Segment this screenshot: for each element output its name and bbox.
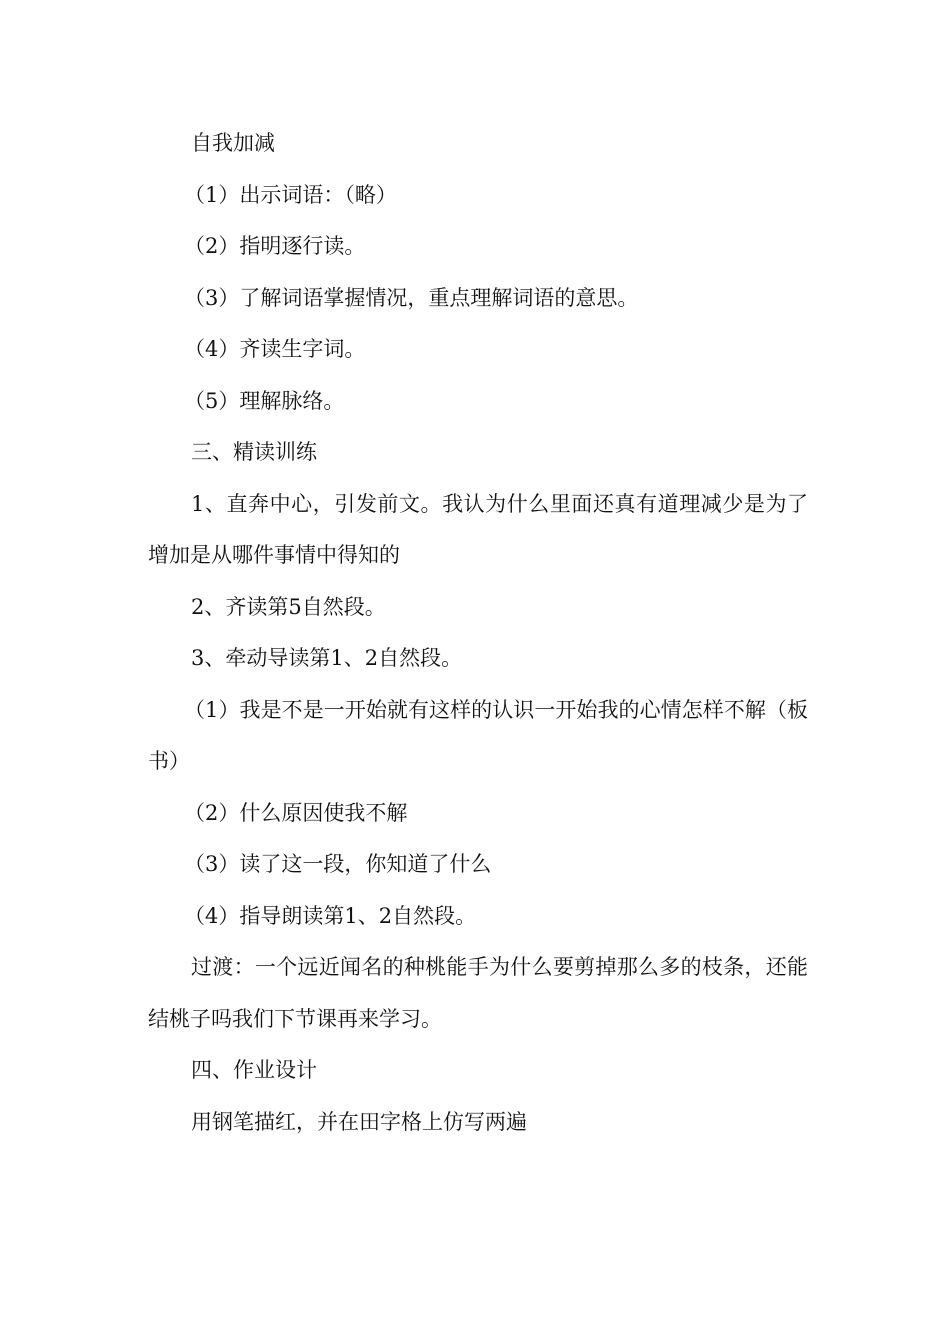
- paragraph-homework-task: 用钢笔描红，并在田字格上仿写两遍: [191, 1109, 527, 1134]
- paragraph-subitem-4: （4）指导朗读第1、2自然段。: [184, 903, 477, 928]
- paragraph-step-1: （1）出示词语：（略）: [184, 182, 397, 207]
- paragraph-self-add-subtract: 自我加减: [191, 131, 275, 155]
- section-heading-homework: 四、作业设计: [191, 1058, 317, 1082]
- paragraph-subitem-2: （2）什么原因使我不解: [184, 800, 408, 825]
- paragraph-step-2: （2）指明逐行读。: [184, 234, 366, 258]
- paragraph-item-3: 3、牵动导读第1、2自然段。: [191, 646, 463, 670]
- paragraph-item-2: 2、齐读第5自然段。: [191, 594, 386, 619]
- paragraph-subitem-3: （3）读了这一段，你知道了什么: [184, 852, 492, 876]
- paragraph-step-4: （4）齐读生字词。: [184, 337, 366, 361]
- paragraph-step-3: （3）了解词语掌握情况，重点理解词语的意思。: [184, 285, 639, 310]
- document-body: [148, 118, 808, 1148]
- paragraph-item-1: 1、直奔中心，引发前文。我认为什么里面还真有道理减少是为了增加是从哪件事情中得知的: [148, 491, 808, 567]
- paragraph-step-5: （5）理解脉络。: [184, 388, 345, 413]
- paragraph-transition: 过渡：一个远近闻名的种桃能手为什么要剪掉那么多的枝条，还能结桃子吗我们下节课再来学习。: [148, 955, 808, 1031]
- section-heading-intensive-reading: 三、精读训练: [191, 440, 317, 464]
- paragraph-subitem-1: （1）我是不是一开始就有这样的认识一开始我的心情怎样不解（板书）: [148, 697, 808, 773]
